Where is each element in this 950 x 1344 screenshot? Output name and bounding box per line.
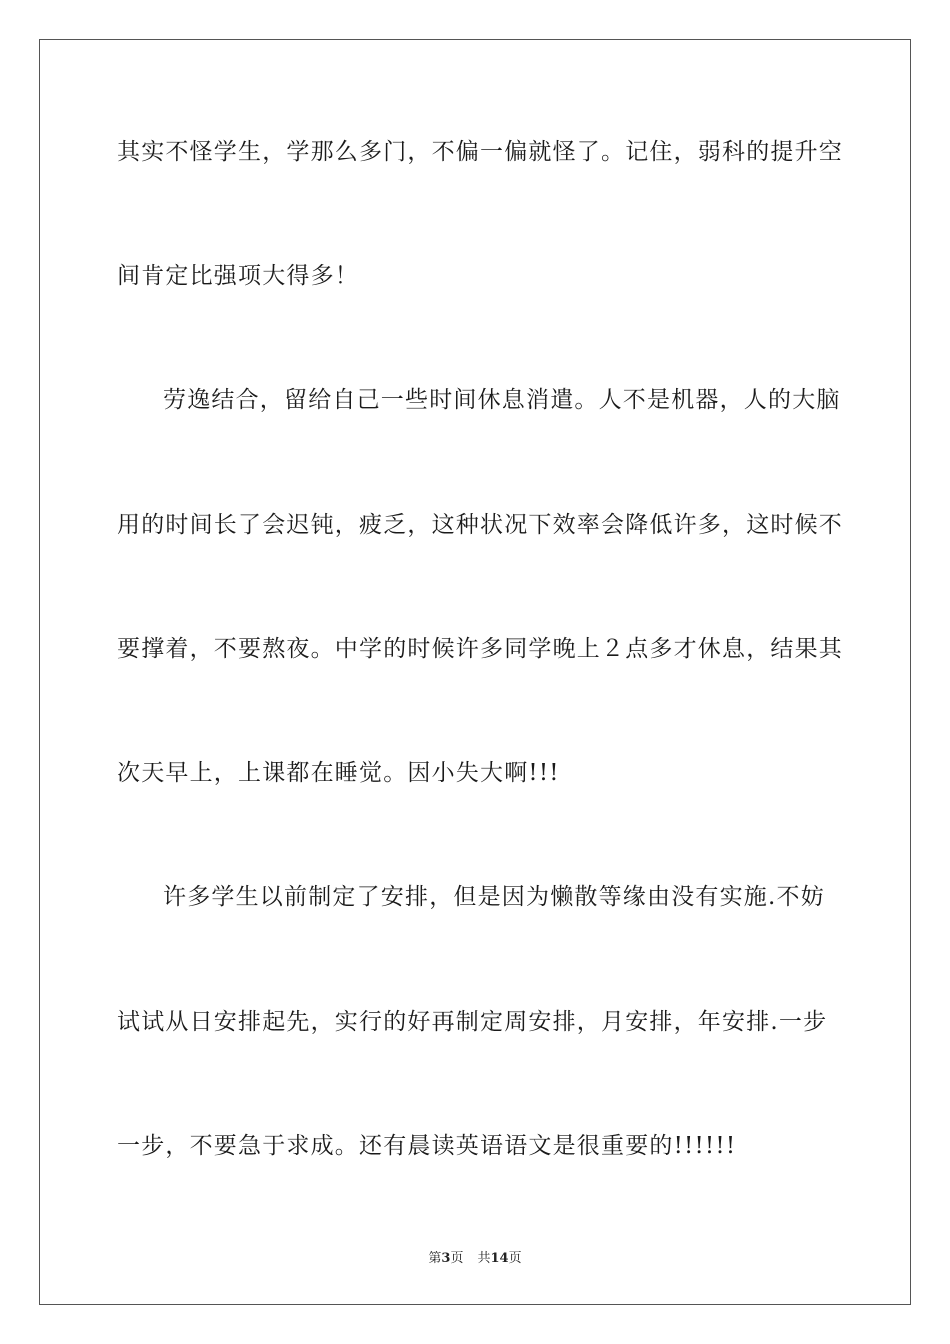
page-footer	[0, 1247, 950, 1266]
text-line-9: 一步，不要急于求成。还有晨读英语语文是很重要的!!!!!!	[117, 1133, 737, 1159]
total-prefix: 共	[477, 1251, 491, 1266]
text-line-8: 试试从日安排起先，实行的好再制定周安排，月安排，年安排.一步	[117, 1009, 828, 1035]
page-border	[39, 39, 911, 1305]
text-line-4: 用的时间长了会迟钝，疲乏，这种状况下效率会降低许多，这时候不	[117, 512, 843, 538]
page-suffix: 页	[450, 1251, 464, 1266]
text-line-2: 间肯定比强项大得多！	[117, 263, 359, 289]
text-line-6: 次天早上，上课都在睡觉。因小失大啊!!!	[117, 760, 560, 786]
total-page-count: 14	[490, 1251, 509, 1266]
total-suffix: 页	[508, 1251, 522, 1266]
text-line-7: 许多学生以前制定了安排，但是因为懒散等缘由没有实施.不妨	[163, 884, 825, 910]
text-line-5: 要撑着，不要熬夜。中学的时候许多同学晚上２点多才休息，结果其	[117, 636, 843, 662]
text-line-3: 劳逸结合，留给自己一些时间休息消遣。人不是机器，人的大脑	[163, 387, 841, 413]
text-line-1: 其实不怪学生，学那么多门，不偏一偏就怪了。记住，弱科的提升空	[117, 139, 843, 165]
page-prefix: 第	[428, 1251, 442, 1266]
current-page-number: 3	[441, 1251, 451, 1266]
